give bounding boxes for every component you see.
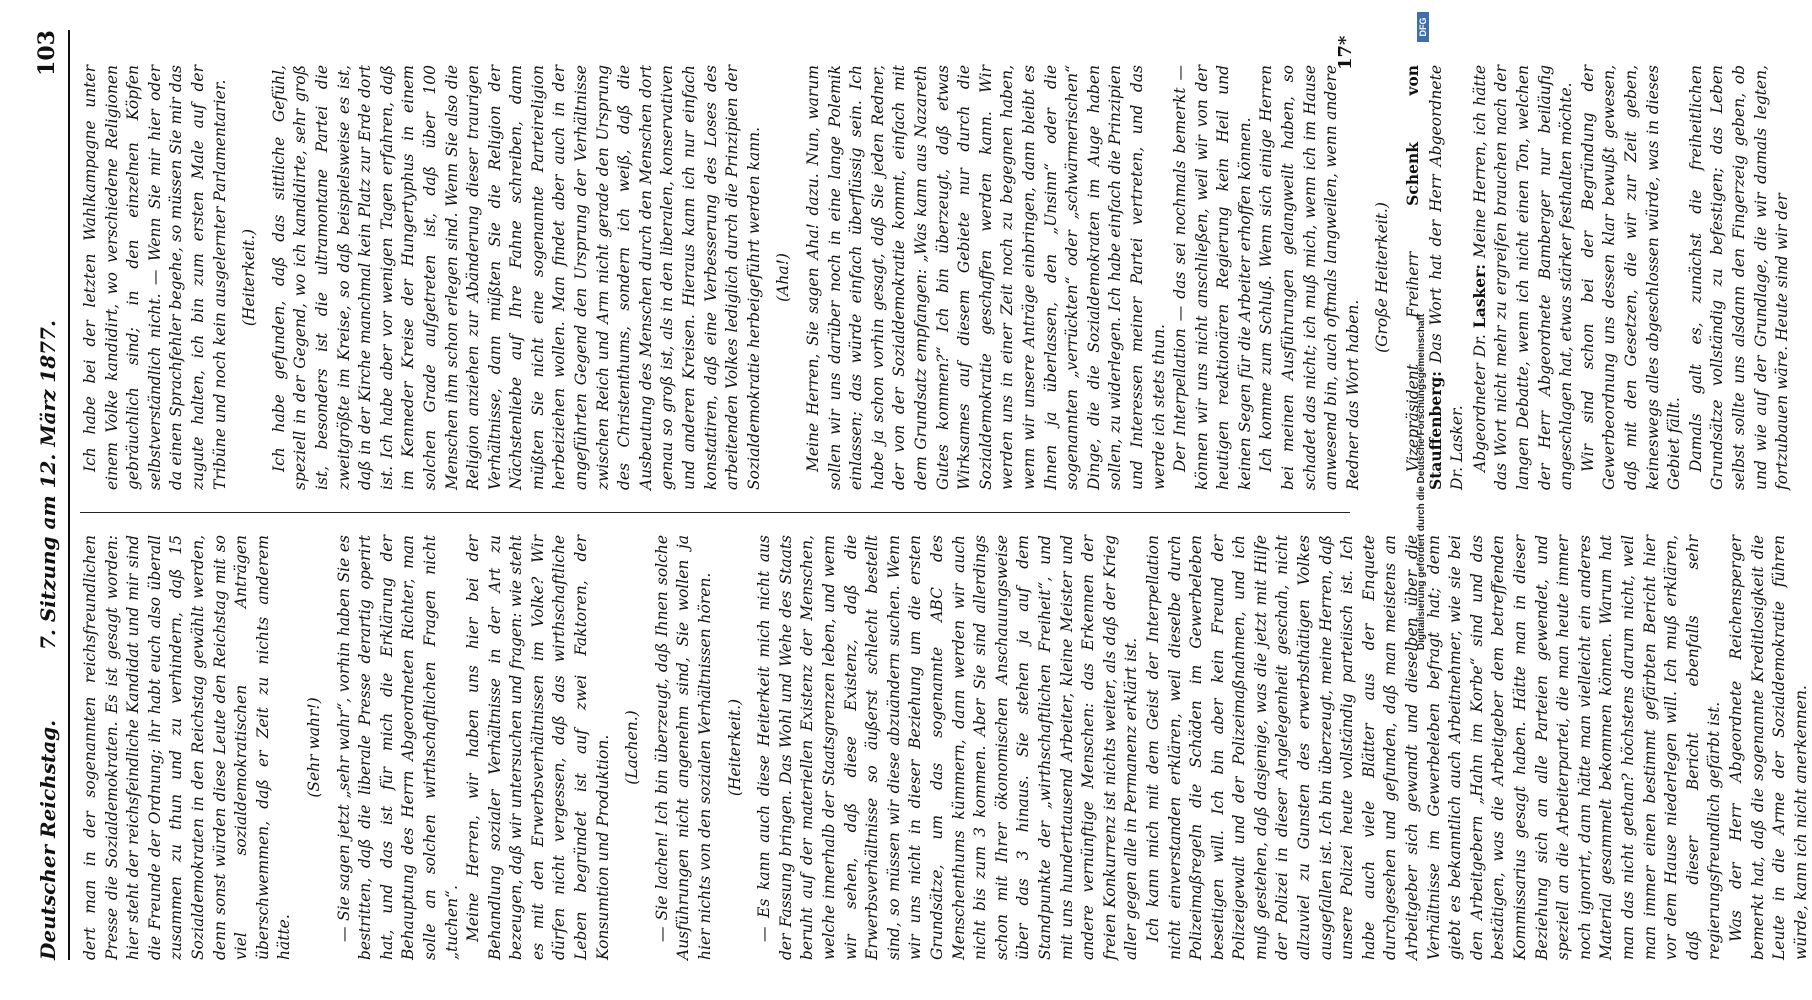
speaker-paragraph <box>1469 65 1578 490</box>
right-column <box>80 65 1794 490</box>
speaker-name: Lasker: <box>1469 264 1489 329</box>
paragraph: Damals galt es, zunächst die freiheitlichen Grundsätze vollständig zu befestigen; das Leben selbst sollte uns alsdann den Fingerzeig geben, ob und wie auf der Grundlage, die wir damals legten, fortzubauen wäre. Heute sind wir der <box>1686 65 1792 490</box>
header-session: 7. Sitzung am 12. März 1877. <box>36 320 60 650</box>
speech-text: Das Wort hat der Herr Abgeordnete Dr. Lasker. <box>1426 65 1467 490</box>
paragraph: Meine Herren, Sie sagen Aha! dazu. Nun, warum sollen wir uns darüber noch in eine lange Polemik einlassen; das würde einfach überflüssig sein. Ich habe ja schon vorhin gesagt, daß Sie jeden Redner, der von der Sozialdemokratie kommt, einfach mit dem Grundsatz empfangen: „Was kann aus Nazareth Gutes kommen?“ Ich bin überzeugt, daß etwas Wirksames auf diesem Gebiete nur durch die Sozialdemokratie geschaffen werden kann. Wir werden uns in einer Zeit noch zu begegnen haben, wenn wir unsere Anträge einbringen, dann bleibt es Ihnen ja überlassen, den „Unsinn“ oder die sogenannten „verrückten“ oder „schwärmerischen“ Dinge, die die Sozialdemokraten im Auge haben sollen, zu widerlegen. Ich habe einfach die Prinzipien und Interessen meiner Partei vertreten, und das werde ich stets thun. <box>804 65 1168 490</box>
speech-text: Meine Herren, ich hätte das Wort nicht mehr zu ergreifen brauchen nach der langen Debatte, wenn ich nicht einen Ton, welchen der Herr Abgeordnete Bamberger nur beiläufig angeschlagen hat, etwas stärker festhalten möchte. <box>1470 65 1576 490</box>
paragraph: Was der Herr Abgeordnete Reichensperger bemerkt hat, daß die sogenannte Kreditlosigkeit die Leute in die Arme der Sozialdemokratie führen würde, kann ich nicht anerkennen. <box>1726 535 1810 960</box>
signature-mark: 17* <box>1335 35 1356 70</box>
paragraph: Meine Herren, wir haben uns hier bei der Behandlung sozialer Verhältnisse in der Art zu bezeugen, daß wir untersuchen und fragen: wie steht es mit den Erwerbsverhältnissen im Volke? Wir dürfen nicht vergessen, daß das wirthschaftliche Leben begründet ist auf zwei Faktoren, der Konsumtion und Produktion. <box>464 535 612 960</box>
paragraph: — Sie sagen jetzt „sehr wahr“, vorhin haben Sie es bestritten, daß die liberale Presse derartig operirt hat, und das ist für mich die Erklärung der Behauptung des Herrn Abgeordneten Richter, man solle an solchen wirthschaftlichen Fragen nicht „tuchen“. <box>334 535 461 960</box>
paragraph: Ich habe gefunden, daß das sittliche Gefühl, speziell in der Gegend, wo ich kandidirte, sehr groß ist, besonders ist die ultramontane Partei die zweitgrößte im Kreise, so daß beispielsweise es ist, daß in der Kirche manchmal kein Platz zur Erde dort ist. Ich habe aber vor wenigen Tagen erfahren, daß im Kenneder Kreise der Hungertyphus in einem solchen Grade aufgetreten ist, daß über 100 Menschen ihm schon erlegen sind. Wenn Sie also die Religion anziehen zur Abänderung dieser traurigen Verhältnisse, dann müßten Sie die Religion der Nächstenliebe auf Ihre Fahne schreiben, dann müßten Sie nicht eine sogenannte Parteireligion herbeiziehen wollen. Man findet aber auch in der angeführten Gegend den Ursprung der Verhältnisse zwischen Reich und Arm nicht gerade den Ursprung des Christenthums, sondern ich weiß, daß die Ausbeutung des Menschen durch den Menschen dort genau so groß ist, als in den liberalen, konservativen und anderen Kreisen. Hieraus kann ich nur einfach konstatiren, daß eine Verbesserung des Loses des arbeitenden Volkes lediglich durch die Prinzipien der Sozialdemokratie herbeigeführt werden kann. <box>269 65 763 490</box>
dfg-logo-text: DFG <box>1418 17 1428 37</box>
dfg-logo <box>1417 12 1429 42</box>
stage-direction: (Heiterkeit.) <box>240 228 259 327</box>
paragraph: Der Interpellation — das sei nochmals bemerkt — können wir uns nicht anschließen, weil wir von der heutigen reaktionären Regierung kein Heil und keinen Segen für die Arbeiter erhoffen können. <box>1171 65 1254 490</box>
stage-direction: (Große Heiterkeit.) <box>1373 202 1392 353</box>
paragraph: Ich kann mich mit dem Geist der Interpellation nicht einverstanden erklären, weil dieselbe durch Polizeimaßregeln die Schäden im Gewerbeleben beseitigen will. Ich bin aber kein Freund der Polizeigewalt und der Polizeimaßnahmen, und ich muß gestehen, daß dasjenige, was die jetzt mit Hilfe der Polizei in dieser Angelegenheit geschah, nicht allzuviel zu Gunsten des erwerbsthätigen Volkes ausgefallen ist. Ich bin überzeugt, meine Herren, daß unsere Polizei heute vollständig parteiisch ist. Ich habe auch viele Blätter aus der Enquete durchgesehen und gefunden, daß man meistens an Arbeitgeber sich gewandt und dieselben über die Verhältnisse im Gewerbeleben befragt hat; denn giebt es bekanntlich auch Arbeitnehmer, wie sie bei den Arbeitgebern „Hahn im Korbe“ sind und das bestätigen, was die Arbeitgeber dem betreffenden Kommissarius gesagt haben. Hätte man in dieser Beziehung sich an alle Parteien gewendet, und speziell an die Arbeiterpartei, die man heute immer noch ignorirt, dann hätte man vielleicht ein anderes Material gesammelt bekommen können. Warum hat man das nicht gethan? höchstens darum nicht, weil man immer einen bestimmt gefärbten Bericht hier vor dem Hause niederlegen will. Ich muß erklären, daß dieser Bericht ebenfalls sehr regierungsfreundlich gefärbt ist. <box>1143 535 1724 960</box>
stage-direction: (Heiterkeit.) <box>725 698 744 797</box>
header-title: Deutscher Reichstag. <box>36 719 60 960</box>
paragraph: dert man in der sogenannten reichsfreundlichen Presse die Sozialdemokraten. Es ist gesagt worden: hier steht der reichsfeindliche Kandidat und mir sind die Freunde der Ordnung; ihr habt euch also überall zusammen zu thun und zu verhindern, daß 15 Sozialdemokraten in den Reichstag gewählt werden, denn sonst würden diese Leute den Reichstag mit so viel sozialdemokratischen Anträgen überschwemmen, daß er Zeit zu nichts anderem hätte. <box>81 535 294 960</box>
paragraph: Ich habe bei der letzten Wahlkampagne unter einem Volke kandidirt, wo verschiedene Religionen gebräuchlich sind; in den einzelnen Köpfen selbstverständlich nicht. — Wenn Sie mir hier oder da einen Sprachfehler begehe, so müssen Sie mir das zugute halten, ich bin zum ersten Male auf der Tribüne und noch kein ausgelernter Parlamentarier. <box>81 65 229 490</box>
column-divider <box>80 512 1350 513</box>
running-header <box>32 30 70 960</box>
paragraph: — Sie lachen! Ich bin überzeugt, daß Ihnen solche Ausführungen nicht angenehm sind, Sie wollen ja hier nichts von den sozialen Verhältnissen hören. <box>652 535 715 960</box>
stage-direction: (Sehr wahr!) <box>304 697 323 798</box>
stage-direction: (Aha!) <box>774 253 793 302</box>
stage-direction: (Lachen.) <box>623 710 642 785</box>
speaker-name: Schenk von Stauffenberg: <box>1403 65 1445 490</box>
page-number: 103 <box>34 30 60 76</box>
speaker-role: Vizepräsident Freiherr <box>1404 205 1423 472</box>
digitization-credit <box>1416 10 1430 650</box>
left-column <box>80 535 1812 960</box>
credit-text: Digitalisierung gefördert durch die Deutsche Forschungsgemeinschaft <box>1416 313 1427 650</box>
speaker-paragraph <box>1402 65 1469 490</box>
paragraph: Ich komme zum Schluß. Wenn sich einige Herren bei meinen Ausführungen gelangweilt haben, so schadet das nicht; ich muß mich, wenn ich im Hause anwesend bin, auch oftmals langweilen, wenn andere Redner das Wort haben. <box>1257 65 1362 490</box>
paragraph: Wir sind schon bei der Begründung der Gewerbeordnung uns dessen klar bewußt gewesen, daß mit den Gesetzen, die wir zur Zeit geben, keineswegs alles abgeschlossen würde, was in dieses Gebiet fällt. <box>1578 65 1684 490</box>
speaker-role: Abgeordneter Dr. <box>1470 328 1489 472</box>
paragraph: — Es kann auch diese Heiterkeit mich nicht aus der Fassung bringen. Das Wohl und Wehe des Staats beruht auf der materiellen Existenz der Menschen, welche innerhalb der Staatsgrenzen leben, und wenn wir sehen, daß diese Existenz, daß die Erwerbsverhältnisse so äußerst schlecht bestellt sind, so müssen wir diese abzuändern suchen. Wenn wir uns nicht in dieser Beziehung um die ersten Grundsätze, um das sogenannte ABC des Menschenthums kümmern, dann werden wir auch nicht bis zum 3 kommen. Aber Sie sind allerdings schon mit Ihrer ökonomischen Anschauungsweise über das 3 hinaus. Sie stehen ja auf dem Standpunkte der „wirthschaftlichen Freiheit“, und mit uns hunderttausend Arbeiter, kleine Meister und andere vernünftige Menschen: das Erkennen der freien Konkurrenz ist nichts weiter, als daß der Krieg aller gegen alle in Permanenz erklärt ist. <box>755 535 1141 960</box>
